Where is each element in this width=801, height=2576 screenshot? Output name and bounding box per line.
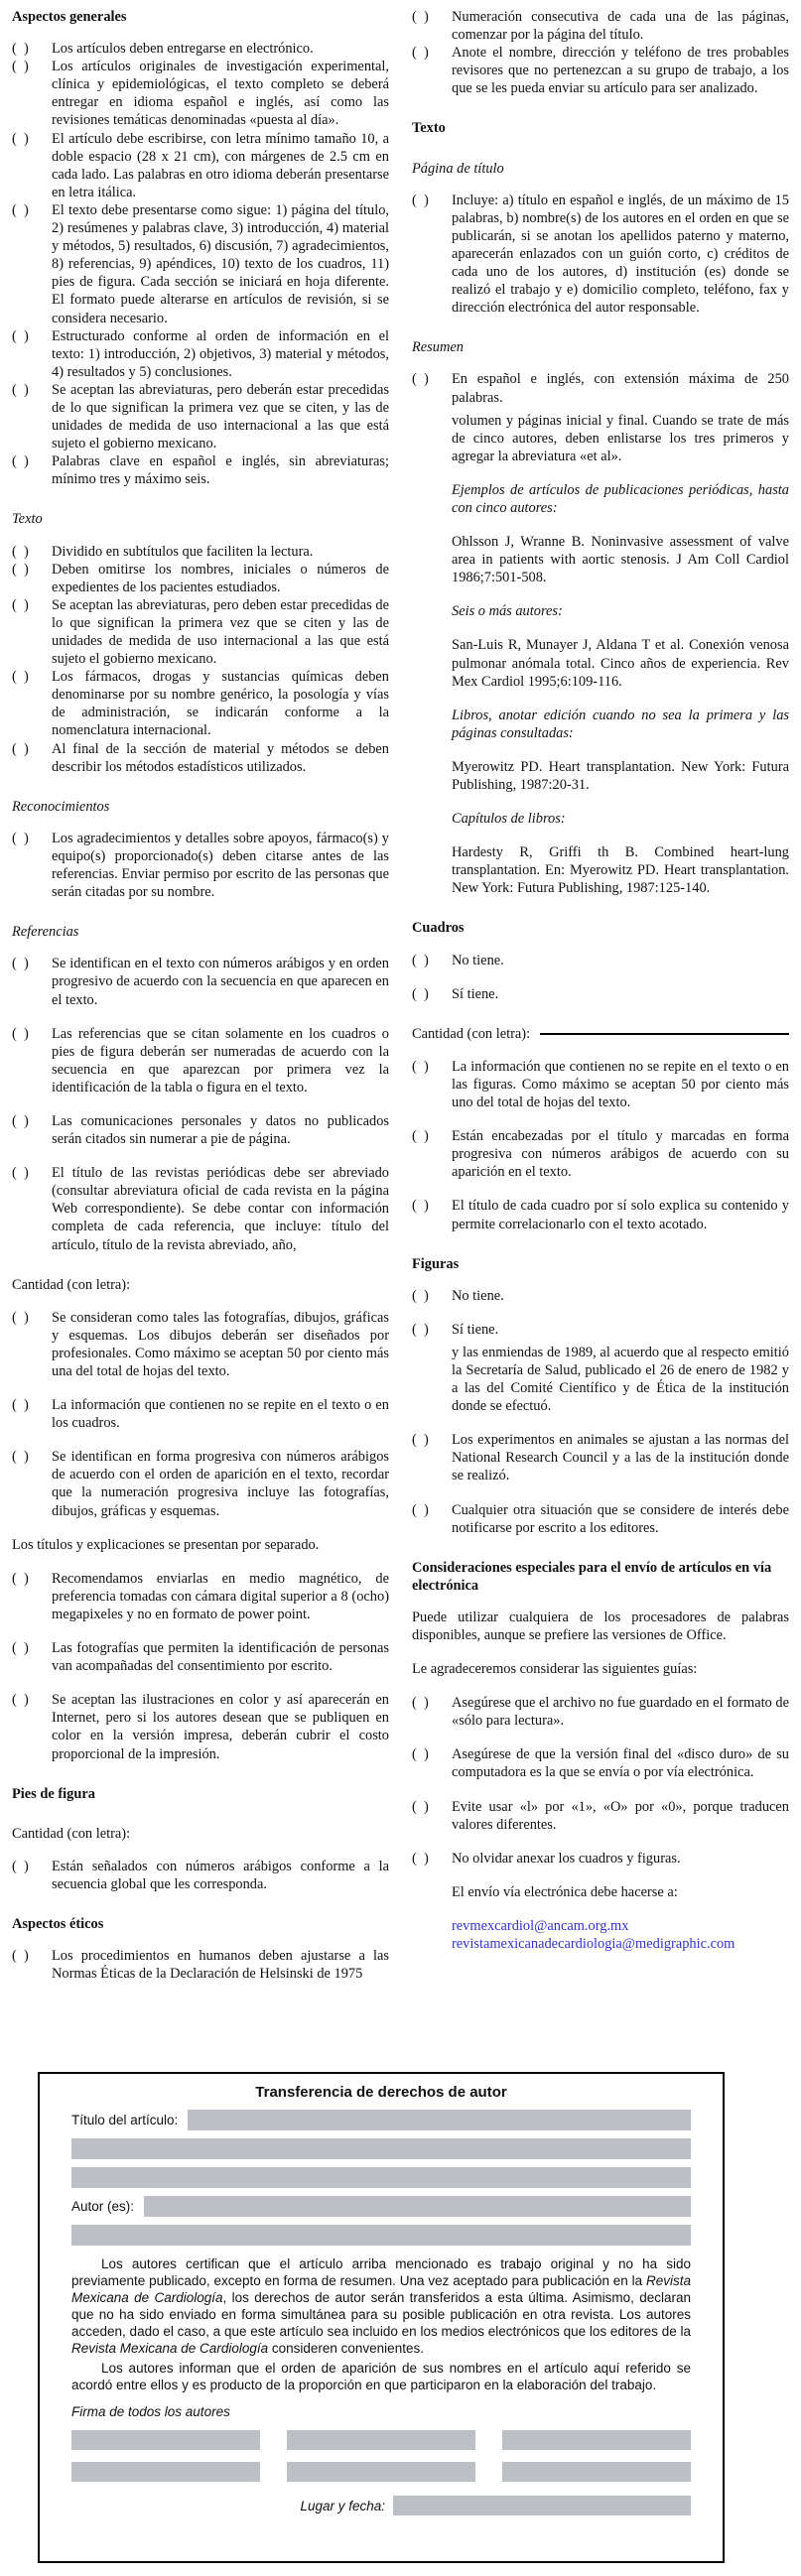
signature-field[interactable] <box>502 2462 691 2482</box>
checkbox[interactable]: ( ) <box>12 1570 29 1587</box>
declaration-text-segment: Los autores certifican que el artículo arriba mencionado es trabajo original y no ha sido previamente publicado, excepto en forma de resumen. Una vez aceptado para publicación en la <box>71 2256 691 2288</box>
checklist-item <box>12 668 389 739</box>
checkbox[interactable]: ( ) <box>412 1798 429 1815</box>
checklist-item <box>12 596 389 668</box>
place-date-row <box>71 2496 691 2515</box>
item-text: Palabras clave en español e inglés, sin abreviaturas; mínimo tres y máximo seis. <box>52 453 389 488</box>
checkbox[interactable]: ( ) <box>12 1948 29 1965</box>
section-heading: Cuadros <box>412 920 465 937</box>
item-text: Incluye: a) título en español e inglés, de un máximo de 15 palabras, b) nombre(s) de los autores en el orden en que se publicarán, si se anotan los apellidos paterno y materno, aparecerán enlazados con un guión corto, c) créditos de cada uno de los autores, d) institución (es) donde se realizó el trabajo y e) domicilio completo, teléfono, fax y dirección electrónica del autor responsable. <box>452 192 789 317</box>
checkbox[interactable]: ( ) <box>412 1287 429 1304</box>
item-text: Asegúrese que el archivo no fue guardado en el formato de «sólo para lectura». <box>452 1695 789 1730</box>
continuation-text: volumen y páginas inicial y final. Cuando se trate de más de cinco autores, deben enlistarse los tres primeros y agregar la abreviatura «et al». <box>452 412 789 464</box>
checkbox[interactable]: ( ) <box>412 371 429 388</box>
section-heading: Figuras <box>412 1255 460 1272</box>
checkbox[interactable]: ( ) <box>12 327 29 344</box>
fill-in-line[interactable] <box>540 1033 789 1035</box>
checkbox[interactable]: ( ) <box>12 740 29 757</box>
checklist-item <box>412 370 789 406</box>
item-text: Están señalados con números arábigos conforme a la secuencia global que les corresponda. <box>52 1858 389 1892</box>
checklist-item <box>412 1850 789 1868</box>
checklist-item <box>412 1197 789 1232</box>
item-text: Recomendamos enviarlas en medio magnético, de preferencia tomadas con cámara digital superior a 8 (ocho) megapixeles y no en formato de power point. <box>52 1570 389 1622</box>
right-column <box>412 8 789 1953</box>
authors-label: Autor (es): <box>71 2199 135 2214</box>
paragraph: Los títulos y explicaciones se presentan por separado. <box>12 1536 320 1553</box>
item-text: Asegúrese de que la versión final del «disco duro» de su computadora es la que se envía o por vía electrónica. <box>452 1746 789 1781</box>
item-text: Las referencias que se citan solamente en los cuadros o pies de figura deberán ser numeradas de acuerdo con la secuencia en que aparezcan por primera vez la identificación de la tabla o figura en el texto. <box>52 1025 389 1095</box>
checkbox[interactable]: ( ) <box>412 45 429 62</box>
item-text: Se consideran como tales las fotografías, dibujos, gráficas y esquemas. Los dibujos deberán ser diseñados por profesionales. Como máximo se aceptan 50 por ciento más una del total de hojas del texto. <box>52 1309 389 1379</box>
item-text: No tiene. <box>452 952 504 968</box>
declaration-text-segment: consideren convenientes. <box>268 2341 424 2356</box>
citation: San-Luis R, Munayer J, Aldana T et al. Conexión venosa pulmonar anómala total. Cinco años de experiencia. Rev Mex Cardiol 1995;6:109-116. <box>452 637 789 690</box>
checklist-item <box>412 1287 789 1305</box>
checkbox[interactable]: ( ) <box>412 1198 429 1215</box>
checklist-item <box>12 130 389 201</box>
checkbox[interactable]: ( ) <box>12 1165 29 1182</box>
item-text: La información que contienen no se repite en el texto o en los cuadros. <box>52 1397 389 1432</box>
checklist-item <box>412 1694 789 1730</box>
checklist-item <box>12 830 389 901</box>
item-text: Los procedimientos en humanos deben ajustarse a las Normas Éticas de la Declaración de Helsinski de 1975 <box>52 1948 389 1983</box>
checklist-item <box>12 201 389 327</box>
item-text: Sí tiene. <box>452 1321 499 1338</box>
section-heading: Aspectos generales <box>12 9 127 25</box>
item-text: Están encabezadas por el título y marcadas en forma progresiva con números arábigos de acuerdo con su aparición en el texto. <box>452 1128 789 1181</box>
checkbox[interactable]: ( ) <box>412 952 429 968</box>
declaration-text-segment: , los derechos de autor serán transferidos a esta última. Asimismo, declaran que no ha sido enviado en forma simultánea para su posible publicación en otra revista. Los autores acceden, dado el caso, a que este artículo sea incluido en los medios electrónicos que los editores de la <box>71 2290 691 2339</box>
signature-field[interactable] <box>287 2430 475 2450</box>
article-title-field-line2[interactable] <box>71 2138 691 2159</box>
item-text: Se aceptan las ilustraciones en color y así aparecerán en Internet, pero si los autores desean que se publiquen en color en la versión impresa, deberán cubrir el costo proporcional de la impresión. <box>52 1692 389 1762</box>
signatures-label: Firma de todos los autores <box>71 2404 230 2419</box>
item-text: Los artículos originales de investigación experimental, clínica y epidemiológicas, el texto completo se deberá entregar en idioma español e inglés, así como las revisiones temáticas denominadas «puesta al día». <box>52 59 389 129</box>
checklist-item <box>12 1947 389 1983</box>
checklist-item <box>412 1321 789 1339</box>
subsection-heading: Resumen <box>412 339 464 356</box>
checkbox[interactable]: ( ) <box>412 985 429 1002</box>
checkbox[interactable]: ( ) <box>12 1692 29 1709</box>
checkbox[interactable]: ( ) <box>12 381 29 398</box>
item-text: Numeración consecutiva de cada una de las páginas, comenzar por la página del título. <box>452 9 789 44</box>
item-text: Los artículos deben entregarse en electrónico. <box>52 41 314 58</box>
checklist-item <box>12 1164 389 1253</box>
checkbox[interactable]: ( ) <box>12 201 29 218</box>
checkbox[interactable]: ( ) <box>412 1128 429 1145</box>
checkbox[interactable]: ( ) <box>412 1746 429 1763</box>
item-text: El texto debe presentarse como sigue: 1) página del título, 2) resúmenes y palabras clave, 3) introducción, 4) material y métodos, 5) resultados, 6) discusión, 7) agradecimientos, 8) referencias, 9) apéndices, 10) texto de los cuadros, 11) pies de figura. Cada sección se iniciará en hoja diferente. El formato puede alterarse en artículos de revisión, si se considera necesario. <box>52 201 389 326</box>
checkbox[interactable]: ( ) <box>12 1112 29 1129</box>
signature-row-2 <box>71 2462 691 2482</box>
checklist-item <box>412 8 789 44</box>
item-text: La información que contienen no se repite en el texto o en las figuras. Como máximo se aceptan 50 por ciento más uno del total de hojas del texto. <box>452 1058 789 1111</box>
paragraph: Le agradeceremos considerar las siguientes guías: <box>412 1661 698 1678</box>
subsection-heading: Reconocimientos <box>12 798 110 815</box>
declaration-text-segment: Revista Mexicana de Cardiología <box>71 2341 269 2356</box>
item-text: En español e inglés, con extensión máxima de 250 palabras. <box>452 371 789 406</box>
checkbox[interactable]: ( ) <box>12 561 29 578</box>
item-text: Deben omitirse los nombres, iniciales o números de expedientes de los pacientes estudiados. <box>52 561 389 595</box>
checklist-item <box>412 44 789 97</box>
checkbox[interactable]: ( ) <box>12 1858 29 1874</box>
item-text: Las fotografías que permiten la identificación de personas van acompañadas del consentimiento por escrito. <box>52 1640 389 1675</box>
item-text: Las comunicaciones personales y datos no publicados serán citados sin numerar a pie de página. <box>52 1112 389 1148</box>
declaration-text-segment: Revista Mexicana de Cardiología <box>71 2273 691 2305</box>
checkbox[interactable]: ( ) <box>412 9 429 25</box>
checkbox[interactable]: ( ) <box>412 1501 429 1518</box>
checklist-item <box>12 40 389 58</box>
item-text: Al final de la sección de material y métodos se deben describir los métodos estadísticos utilizados. <box>52 740 389 775</box>
checkbox[interactable]: ( ) <box>412 1058 429 1075</box>
paragraph: Puede utilizar cualquiera de los procesadores de palabras disponibles, aunque se prefiere las versiones de Office. <box>412 1609 789 1643</box>
article-title-label: Título del artículo: <box>71 2113 179 2127</box>
checkbox[interactable]: ( ) <box>12 1449 29 1466</box>
item-text: Se aceptan las abreviaturas, pero deberán estar precedidas de lo que significan la primera vez que se citen, y las de unidades de medida de uso internacional a las que está sujeto el gobierno mexicano. <box>52 381 389 452</box>
checkbox[interactable]: ( ) <box>412 1321 429 1338</box>
left-column <box>12 8 389 1998</box>
label-text: Cantidad (con letra): <box>412 1025 531 1042</box>
checkbox[interactable]: ( ) <box>412 1695 429 1712</box>
checklist-item <box>412 985 789 1003</box>
email-link[interactable]: revistamexicanadecardiologia@medigraphic.com <box>452 1936 735 1953</box>
citation-label: Libros, anotar edición cuando no sea la primera y las páginas consultadas: <box>452 707 789 741</box>
field-label: Cantidad (con letra): <box>12 1825 131 1842</box>
checkbox[interactable]: ( ) <box>12 453 29 470</box>
item-text: Evite usar «l» por «1», «O» por «0», porque traducen valores diferentes. <box>452 1798 789 1833</box>
item-text: Los fármacos, drogas y sustancias químicas deben denominarse por su nombre genérico, la posología y vías de administración, se indicarán conforme a la nomenclatura internacional. <box>52 669 389 739</box>
place-date-label: Lugar y fecha: <box>300 2498 385 2513</box>
citation-label: Seis o más autores: <box>452 603 563 620</box>
checkbox[interactable]: ( ) <box>12 1640 29 1657</box>
checkbox[interactable]: ( ) <box>12 543 29 560</box>
item-text: Se identifican en forma progresiva con números arábigos de acuerdo con el orden de aparición en el texto, recordar que la numeración progresiva incluye las fotografías, dibujos, gráficas y esquemas. <box>52 1449 389 1519</box>
checklist-item <box>12 381 389 452</box>
checklist-item <box>12 58 389 129</box>
checklist-item <box>12 561 389 596</box>
checkbox[interactable]: ( ) <box>412 192 429 208</box>
checklist-item <box>12 1691 389 1762</box>
signature-field[interactable] <box>71 2430 260 2450</box>
section-heading: Consideraciones especiales para el envío de artículos en vía electrónica <box>412 1559 772 1594</box>
signature-field[interactable] <box>71 2462 260 2482</box>
article-title-field[interactable] <box>188 2110 691 2130</box>
checkbox[interactable]: ( ) <box>412 1850 429 1867</box>
checklist-item <box>12 327 389 381</box>
item-text: Dividido en subtítulos que faciliten la lectura. <box>52 543 314 560</box>
section-heading: Pies de figura <box>12 1785 95 1802</box>
section-heading: Texto <box>412 120 446 137</box>
checkbox[interactable]: ( ) <box>12 1025 29 1042</box>
item-text: El título de las revistas periódicas debe ser abreviado (consultar abreviatura oficial de cada revista en la página Web correspondiente). Se debe contar con información completa de cada referencia, que incluye: título del artículo, título de la revista abreviado, año, <box>52 1165 389 1253</box>
form-title: Transferencia de derechos de autor <box>255 2084 507 2101</box>
item-text: Se identifican en el texto con números arábigos y en orden progresivo de acuerdo con la secuencia en que aparecen en el texto. <box>52 956 389 1008</box>
section-heading: Aspectos éticos <box>12 1915 104 1932</box>
checklist-item <box>412 192 789 318</box>
item-text: Sí tiene. <box>452 985 499 1002</box>
authors-field[interactable] <box>144 2196 691 2217</box>
checklist-item <box>412 1798 789 1834</box>
checkbox[interactable]: ( ) <box>12 1397 29 1414</box>
item-text: Los agradecimientos y detalles sobre apoyos, fármaco(s) y equipo(s) proporcionado(s) deben citarse antes de las referencias. Enviar permiso por escrito de las personas que serán citadas por su nombre. <box>52 830 389 901</box>
signature-field[interactable] <box>502 2430 691 2450</box>
citation: Hardesty R, Griffi th B. Combined heart-lung transplantation. En: Myerowitz PD. Heart transplantation. New York: Futura Publishing, 1987:125-140. <box>452 844 789 897</box>
item-text: No tiene. <box>452 1287 504 1304</box>
signature-field[interactable] <box>287 2462 475 2482</box>
citation-label: Capítulos de libros: <box>452 811 566 828</box>
subsection-heading: Texto <box>12 511 43 528</box>
place-date-field[interactable] <box>393 2496 691 2515</box>
checklist-item <box>412 1745 789 1781</box>
continuation-text: y las enmiendas de 1989, al acuerdo que al respecto emitió la Secretaría de Salud, publicado el 26 de enero de 1982 y a las del Comité Científico y de Ética de la institución donde se efectuó. <box>452 1344 789 1415</box>
checklist-item <box>412 1127 789 1181</box>
checklist-item <box>12 1570 389 1623</box>
item-text: Se aceptan las abreviaturas, pero deben estar precedidas de lo que significan la primera vez que se citen y las de unidades de medida de uso internacional a las que está sujeto el gobierno mexicano. <box>52 596 389 668</box>
checklist-item <box>12 955 389 1008</box>
item-text: El título de cada cuadro por sí solo explica su contenido y permite correlacionarlo con el texto acotado. <box>452 1198 789 1232</box>
signature-row-1 <box>71 2430 691 2450</box>
checklist-item <box>12 1309 389 1380</box>
citation-label: Ejemplos de artículos de publicaciones periódicas, hasta con cinco autores: <box>452 481 789 516</box>
checkbox[interactable]: ( ) <box>12 130 29 147</box>
authors-field-line2[interactable] <box>71 2225 691 2246</box>
checklist-item <box>12 543 389 561</box>
checklist-item <box>12 1396 389 1432</box>
email-link[interactable]: revmexcardiol@ancam.org.mx <box>452 1917 629 1934</box>
checklist-item <box>412 1431 789 1484</box>
article-title-field-line3[interactable] <box>71 2167 691 2188</box>
checkbox[interactable]: ( ) <box>12 41 29 58</box>
field-label: Cantidad (con letra): <box>12 1276 131 1293</box>
checklist-item <box>412 1501 789 1537</box>
checkbox[interactable]: ( ) <box>412 1432 429 1449</box>
checkbox[interactable]: ( ) <box>12 596 29 613</box>
item-text: Estructurado conforme al orden de información en el texto: 1) introducción, 2) objetivos, 3) material y métodos, 4) resultados y 5) conclusiones. <box>52 327 389 380</box>
checklist-item <box>12 1858 389 1893</box>
checklist-item <box>12 1025 389 1096</box>
item-text: El artículo debe escribirse, con letra mínimo tamaño 10, a doble espacio (28 x 21 cm), con márgenes de 2.5 cm en cada lado. Las palabras en otro idioma deberán presentarse en letra itálica. <box>52 130 389 200</box>
authorship-order-paragraph: Los autores informan que el orden de aparición de sus nombres en el artículo aquí referido se acordó entre ellos y es producto de la proporción en que participaron en la elaboración del trabajo. <box>71 2361 691 2392</box>
continuation-text: El envío vía electrónica debe hacerse a: <box>452 1883 678 1900</box>
checklist-item <box>412 1058 789 1111</box>
checklist-item <box>12 1112 389 1148</box>
checkbox[interactable]: ( ) <box>12 59 29 75</box>
citation: Ohlsson J, Wranne B. Noninvasive assessment of valve area in patients with aortic stenosis. J Am Coll Cardiol 1986;7:501-508. <box>452 534 789 586</box>
item-text: Los experimentos en animales se ajustan a las normas del National Research Council y a las de la institución donde se realizó. <box>452 1432 789 1484</box>
subsection-heading: Referencias <box>12 924 79 941</box>
checklist-item <box>12 1639 389 1675</box>
checklist-item <box>12 1448 389 1519</box>
checkbox[interactable]: ( ) <box>12 830 29 846</box>
checklist-item <box>412 952 789 969</box>
citation: Myerowitz PD. Heart transplantation. New York: Futura Publishing, 1987:20-31. <box>452 758 789 793</box>
checkbox[interactable]: ( ) <box>12 669 29 686</box>
checkbox[interactable]: ( ) <box>12 956 29 972</box>
subsection-heading: Página de título <box>412 160 504 177</box>
item-text: Anote el nombre, dirección y teléfono de tres probables revisores que no pertenezcan a su grupo de trabajo, a los que se les pueda enviar su artículo para ser analizado. <box>452 45 789 97</box>
checkbox[interactable]: ( ) <box>12 1309 29 1326</box>
item-text: No olvidar anexar los cuadros y figuras. <box>452 1850 681 1867</box>
item-text: Cualquier otra situación que se considere de interés debe notificarse por escrito a los editores. <box>452 1501 789 1536</box>
field-label <box>412 1025 789 1043</box>
copyright-transfer-form <box>38 2072 725 2563</box>
checklist-item <box>12 452 389 488</box>
declaration-paragraph <box>71 2255 691 2357</box>
checklist-item <box>12 740 389 776</box>
